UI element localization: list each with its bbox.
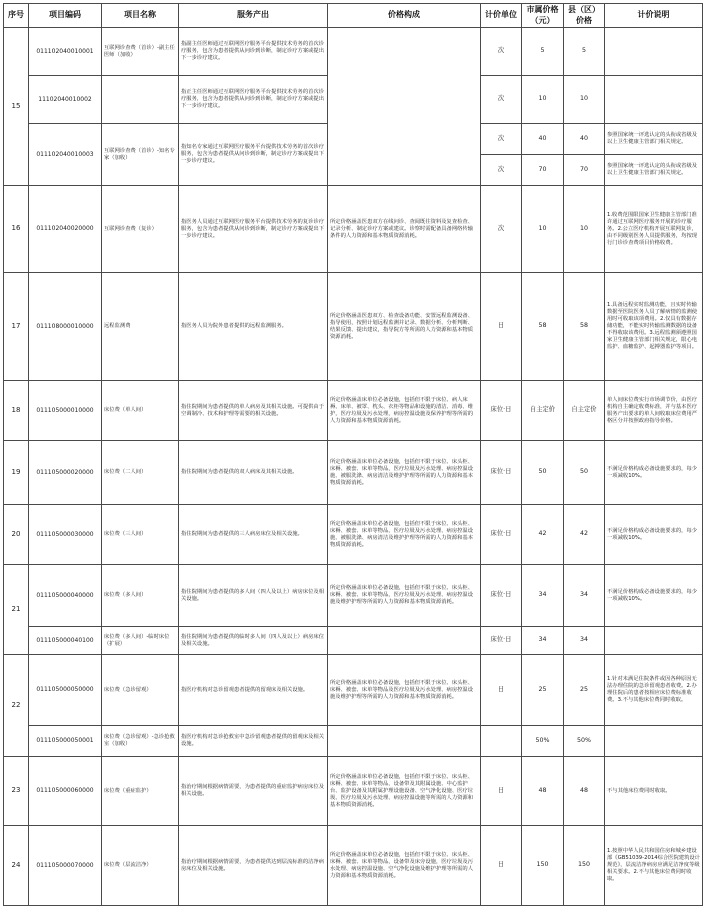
name-cell: 互联网诊查费（首诊）-副主任医师（加收） xyxy=(102,28,179,76)
price-table xyxy=(3,3,703,906)
unit-cell: 日 xyxy=(481,826,522,906)
city-price-cell: 10 xyxy=(522,76,564,124)
county-price-cell: 40 xyxy=(564,124,605,155)
name-cell: 床位费（单人间） xyxy=(102,381,179,441)
table-row xyxy=(4,381,703,441)
table-row xyxy=(4,441,703,505)
note-cell xyxy=(605,726,703,757)
county-price-cell: 42 xyxy=(564,505,605,565)
service-cell: 指治疗期间根据病情需要，为患者提供的重症监护病房床位及相关设施。 xyxy=(179,757,328,826)
unit-cell: 床位·日 xyxy=(481,441,522,505)
unit-cell: 次 xyxy=(481,186,522,273)
header-unit: 计价单位 xyxy=(481,4,522,28)
county-price-cell: 5 xyxy=(564,28,605,76)
seq-cell: 17 xyxy=(4,273,29,381)
seq-cell: 19 xyxy=(4,441,29,505)
name-cell: 床位费（多人间） xyxy=(102,565,179,627)
unit-cell: 日 xyxy=(481,273,522,381)
unit-cell: 日 xyxy=(481,655,522,726)
table-row xyxy=(4,505,703,565)
seq-cell: 15 xyxy=(4,28,29,186)
unit-cell: 床位·日 xyxy=(481,627,522,655)
service-cell: 指住院期间为患者提供的单人病房及其相关设施。可提供由于空调制冷、技术和护理等需要的相关设施。 xyxy=(179,381,328,441)
table-row xyxy=(4,826,703,906)
name-cell: 床位费（三人间） xyxy=(102,505,179,565)
header-code: 项目编码 xyxy=(29,4,102,28)
note-cell: 参照国家统一评选认定的头衔或省级及以上卫生健康主管部门相关规定。 xyxy=(605,155,703,186)
service-cell: 指住院期间为患者提供的三人病房床位及相关设施。 xyxy=(179,505,328,565)
note-cell: 1.针对未满足住院条件或因各种原因无法办理住院的急诊留观患者收费。2.办理住院后的患者按相应床位费标准收费。3.不与其他床位费同时收取。 xyxy=(605,655,703,726)
county-price-cell: 48 xyxy=(564,757,605,826)
code-cell: 011105000050001 xyxy=(29,726,102,757)
city-price-cell: 34 xyxy=(522,565,564,627)
note-cell: 1.具备远程实时监测功能，且实时传输数据至医院医务人员了解病情的监测使用时可收取该项费用。2.仅具有数据存储功能，不能实时传输监测数据的设备不得收取该费用。3.远程监测须遵照国家卫生健康主管部门相关规定，限心电监护、血糖监护、起搏器监护等项目。 xyxy=(605,273,703,381)
code-cell: 011108000010000 xyxy=(29,273,102,381)
county-price-cell: 25 xyxy=(564,655,605,726)
unit-cell: 次 xyxy=(481,155,522,186)
code-cell: 011105000040100 xyxy=(29,627,102,655)
code-cell: 011105000030000 xyxy=(29,505,102,565)
service-cell: 指治疗期间根据病情需要，为患者提供达到层流标准的洁净病房床位及相关设施。 xyxy=(179,826,328,906)
unit-cell xyxy=(481,726,522,757)
service-cell: 指住院期间为患者提供的多人间（四人及以上）病房床位及相关设施。 xyxy=(179,565,328,627)
composition-cell: 所定价格涵盖床单位必备设施，包括但不限于床位、床头柜、床褥、被套、床单等物品，医疗垃圾及污水处理、病房控温设施及维护护理等所需的人力资源和基本物质资源消耗。 xyxy=(328,565,481,627)
city-price-cell: 50 xyxy=(522,441,564,505)
note-cell: 单人间床位费实行市场调节价，由医疗机构自主确定收费标准，并与基本医疗服务产出要求的单人间收取床位费用严格区分并按照政府指导价格。 xyxy=(605,381,703,441)
city-price-cell: 34 xyxy=(522,627,564,655)
city-price-cell: 50% xyxy=(522,726,564,757)
name-cell: 互联网诊查费（首诊）-知名专家（加收） xyxy=(102,124,179,186)
name-cell: 远程监测费 xyxy=(102,273,179,381)
note-cell: 不满足价格构成必备设施要求的，每少一项减收10%。 xyxy=(605,565,703,627)
table-row xyxy=(4,565,703,627)
service-cell: 指副主任医师通过互联网医疗服务平台提供技术劳务的首次诊疗服务，包含为患者提供从问诊到诊断，制定诊疗方案或提出下一步诊疗建议。 xyxy=(179,28,328,76)
header-row xyxy=(4,4,703,28)
name-cell: 床位费（多人间）-临时床位（扩展） xyxy=(102,627,179,655)
seq-cell: 21 xyxy=(4,565,29,655)
composition-cell: 所定价格涵盖医患双方在线问诊、查阅既往资料及复查检查、记录分析、制定诊疗方案或建议。诊察时需配备具备网络传输条件的人力资源和基本物质资源消耗。 xyxy=(328,186,481,273)
table-row xyxy=(4,655,703,726)
county-price-cell: 50 xyxy=(564,441,605,505)
note-cell: 1.收费范围限国家卫生健康主管部门准许通过互联网医疗服务开展的诊疗服务。2.公立医疗机构开展互联网复诊，由不同级别医务人员提供服务，均按现行门诊诊查费项目价格收费。 xyxy=(605,186,703,273)
unit-cell: 次 xyxy=(481,76,522,124)
composition-cell: 所定价格涵盖床单位必备设施，包括但不限于床位、床头柜、床褥、被套、床单等物品，医疗垃圾及污水处理、病房控温设施、被服洗涤、病房清洁及维护护理等所需的人力资源和基本物质资源消耗。 xyxy=(328,441,481,505)
code-cell: 011102040020000 xyxy=(29,186,102,273)
header-seq: 序号 xyxy=(4,4,29,28)
county-price-cell: 34 xyxy=(564,627,605,655)
seq-cell: 22 xyxy=(4,655,29,757)
city-price-cell: 10 xyxy=(522,186,564,273)
county-price-cell: 150 xyxy=(564,826,605,906)
note-cell: 不满足价格构成必备设施要求的，每少一项减收10%。 xyxy=(605,505,703,565)
unit-cell: 次 xyxy=(481,28,522,76)
service-cell: 指正主任医师通过互联网医疗服务平台提供技术劳务的首次诊疗服务，包含为患者提供从问诊到诊断，制定诊疗方案或提出下一步诊疗建议。 xyxy=(179,76,328,124)
unit-cell: 床位·日 xyxy=(481,505,522,565)
note-cell: 参照国家统一评选认定的头衔或省级及以上卫生健康主管部门相关规定。 xyxy=(605,124,703,155)
header-county-price: 县（区）价格 xyxy=(564,4,605,28)
composition-cell: 所定价格涵盖床单位必备设施，包括但不限于床位、床头柜、床褥、被套、床单等物品，设备带及其附属设施、中心监护台、监护设备及其附属护理设施设备、空气净化设施、医疗垃圾、医疗垃圾及污水处理、病房控温设施等所需的人力资源和基本物质资源消耗。 xyxy=(328,757,481,826)
seq-cell: 20 xyxy=(4,505,29,565)
name-cell: 床位费（重症监护） xyxy=(102,757,179,826)
table-row xyxy=(4,726,703,757)
table-row xyxy=(4,28,703,76)
code-cell: 011105000050000 xyxy=(29,655,102,726)
table-row xyxy=(4,627,703,655)
composition-cell: 所定价格涵盖床单位必备设施，包括但不限于床位、病人床褥、床单、被罩、枕头、衣柜等物品和设施的清洁、消毒、维护，医疗垃圾及污水处理，病房控温设施及保养护理等所需的人力资源和基本物质资源消耗。 xyxy=(328,381,481,441)
service-cell: 指医疗机构对急诊留观患者提供的留观床及相关设施。 xyxy=(179,655,328,726)
county-price-cell: 58 xyxy=(564,273,605,381)
code-cell: 011102040010001 xyxy=(29,28,102,76)
code-cell: 011102040010003 xyxy=(29,124,102,186)
name-cell: 床位费（急诊留观）-急诊抢救室（加收） xyxy=(102,726,179,757)
city-price-cell: 自主定价 xyxy=(522,381,564,441)
city-price-cell: 48 xyxy=(522,757,564,826)
composition-cell: 所定价格涵盖床单位必备设施，包括但不限于床位、床头柜、床褥、被套、床单等物品，设备带及床旁设施，医疗垃圾及污水处理、病房控温设施、空气净化设施及维护护理等所需的人力资源和基本物质资源消耗。 xyxy=(328,826,481,906)
note-cell: 1.按照中华人民共和国住房和城乡建设部《GB51039-2014综合医院建筑设计规范》，层流洁净病房应满足洁净度等级相关要求。2.不与其他床位费同时收取。 xyxy=(605,826,703,906)
unit-cell: 次 xyxy=(481,124,522,155)
code-cell: 011105000020000 xyxy=(29,441,102,505)
code-cell: 011105000060000 xyxy=(29,757,102,826)
name-cell xyxy=(102,76,179,124)
service-cell: 指住院期间为患者提供的临时多人间（四人及以上）病房床位及相关设施。 xyxy=(179,627,328,655)
service-cell: 指医务人员为院外患者提供的远程监测服务。 xyxy=(179,273,328,381)
unit-cell: 日 xyxy=(481,757,522,826)
note-cell xyxy=(605,28,703,76)
service-cell: 指知名专家通过互联网医疗服务平台提供技术劳务的首次诊疗服务，包含为患者提供从问诊到诊断，制定诊疗方案或提出下一步诊疗建议。 xyxy=(179,124,328,186)
table-row xyxy=(4,186,703,273)
city-price-cell: 25 xyxy=(522,655,564,726)
unit-cell: 床位·日 xyxy=(481,565,522,627)
composition-cell: 所定价格涵盖医患双方、检查设备功能、安置远程监测设备、指导使用，按照计划远程监测并记录、数据分析、分析判断、结果反馈、提出建议，指导院方等所需的人力资源和基本物质资源消耗。 xyxy=(328,273,481,381)
table-row xyxy=(4,757,703,826)
city-price-cell: 70 xyxy=(522,155,564,186)
county-price-cell: 自主定价 xyxy=(564,381,605,441)
seq-cell: 23 xyxy=(4,757,29,826)
header-city-price: 市属价格（元） xyxy=(522,4,564,28)
note-cell: 不满足价格构成必备设施要求的，每少一项减收10%。 xyxy=(605,441,703,505)
note-cell xyxy=(605,76,703,124)
composition-cell: 所定价格涵盖床单位必备设施，包括但不限于床位、床头柜、床褥、被套、床单等物品，医疗垃圾及污水处理、病房控温设施、被服洗涤、病房清洁及维护护理等所需的人力资源和基本物质资源消耗。 xyxy=(328,505,481,565)
name-cell: 床位费（急诊留观） xyxy=(102,655,179,726)
city-price-cell: 58 xyxy=(522,273,564,381)
composition-cell xyxy=(328,627,481,655)
code-cell: 11102040010002 xyxy=(29,76,102,124)
note-cell xyxy=(605,627,703,655)
service-cell: 指医务人员通过互联网医疗服务平台提供技术劳务的复诊诊疗服务，包含为患者提供从问诊到诊断，制定诊疗方案或提出下一步诊疗建议。 xyxy=(179,186,328,273)
header-service: 服务产出 xyxy=(179,4,328,28)
composition-cell: 所定价格涵盖床单位必备设施，包括但不限于床位、床头柜、床褥、被套、床单等物品及医疗垃圾及污水处理、病房控温设施及维护护理等所需的人力资源和基本物质资源消耗。 xyxy=(328,655,481,726)
name-cell: 床位费（层流洁净） xyxy=(102,826,179,906)
code-cell: 011105000010000 xyxy=(29,381,102,441)
code-cell: 011105000070000 xyxy=(29,826,102,906)
city-price-cell: 5 xyxy=(522,28,564,76)
unit-cell: 床位·日 xyxy=(481,381,522,441)
name-cell: 互联网诊查费（复诊） xyxy=(102,186,179,273)
county-price-cell: 50% xyxy=(564,726,605,757)
county-price-cell: 34 xyxy=(564,565,605,627)
seq-cell: 18 xyxy=(4,381,29,441)
composition-cell xyxy=(328,28,481,186)
service-cell: 指医疗机构对急诊抢救室中急诊留观患者提供的留观床及相关设施。 xyxy=(179,726,328,757)
composition-cell xyxy=(328,726,481,757)
city-price-cell: 40 xyxy=(522,124,564,155)
county-price-cell: 70 xyxy=(564,155,605,186)
note-cell: 不与其他床位费同时收取。 xyxy=(605,757,703,826)
header-note: 计价说明 xyxy=(605,4,703,28)
header-name: 项目名称 xyxy=(102,4,179,28)
seq-cell: 24 xyxy=(4,826,29,906)
county-price-cell: 10 xyxy=(564,76,605,124)
city-price-cell: 150 xyxy=(522,826,564,906)
code-cell: 011105000040000 xyxy=(29,565,102,627)
county-price-cell: 10 xyxy=(564,186,605,273)
header-composition: 价格构成 xyxy=(328,4,481,28)
name-cell: 床位费（二人间） xyxy=(102,441,179,505)
seq-cell: 16 xyxy=(4,186,29,273)
city-price-cell: 42 xyxy=(522,505,564,565)
table-row xyxy=(4,273,703,381)
service-cell: 指住院期间为患者提供的双人病床及其相关设施。 xyxy=(179,441,328,505)
